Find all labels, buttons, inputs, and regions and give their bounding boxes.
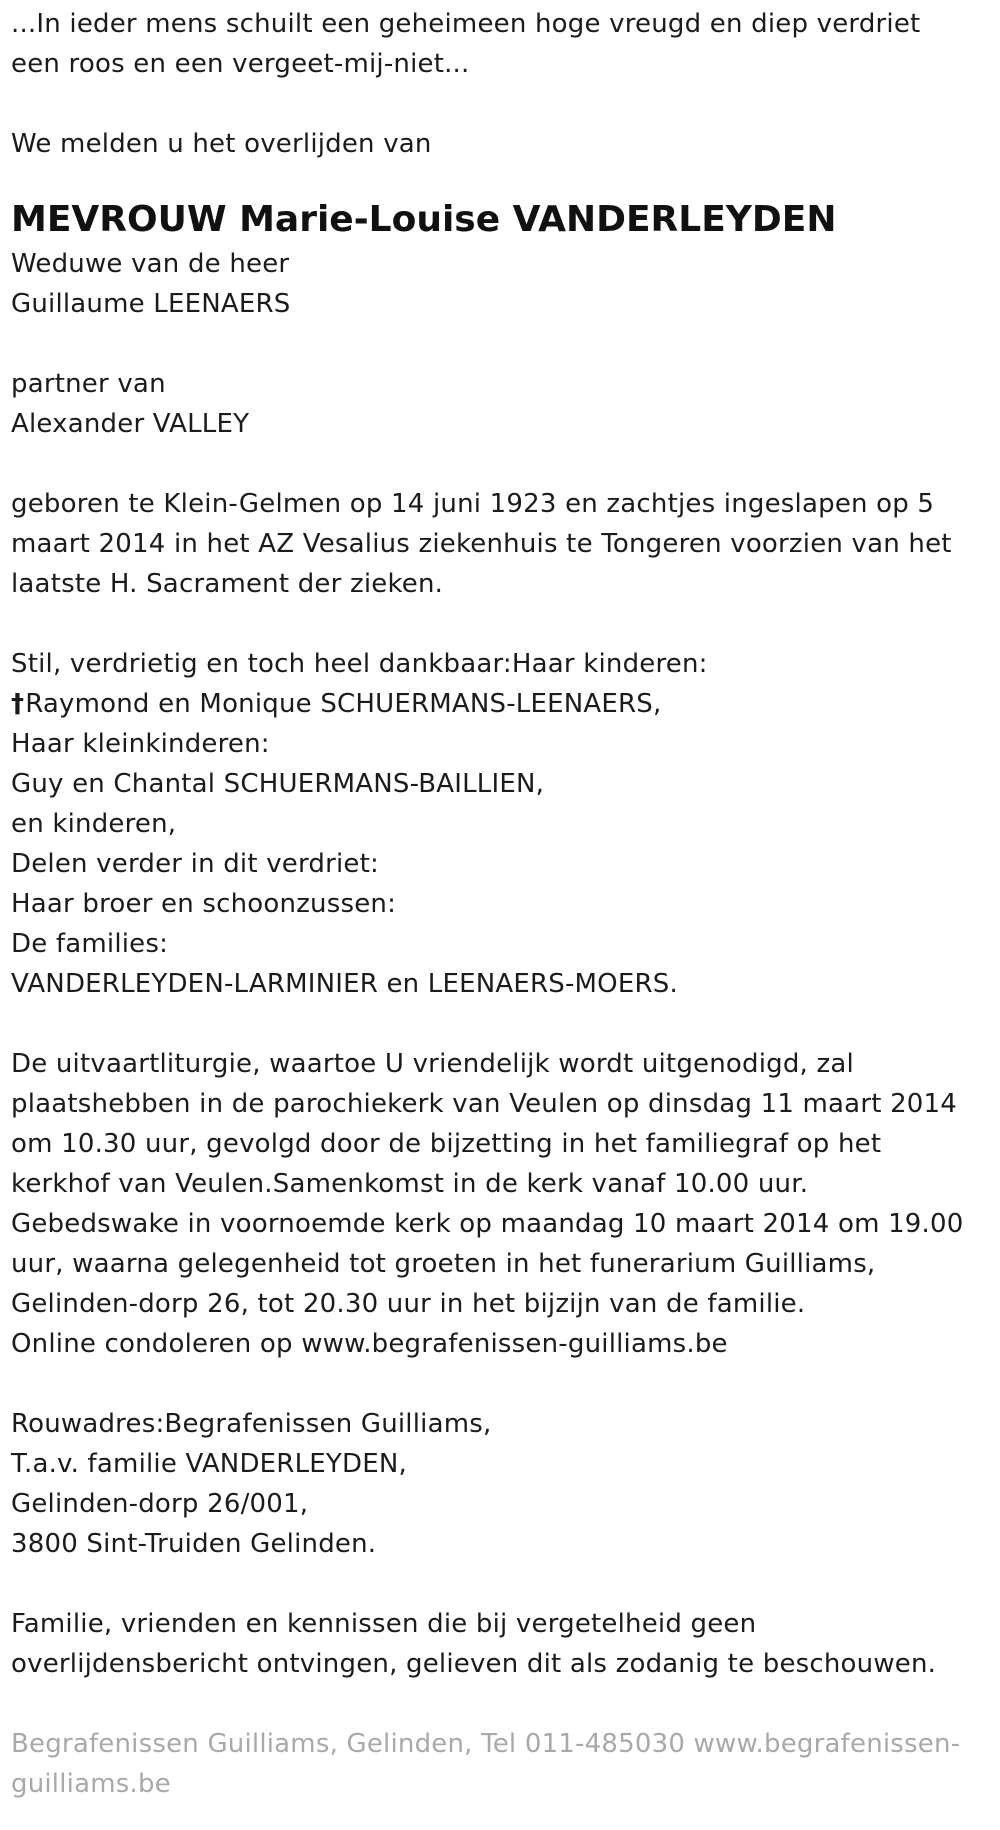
late-husband-name: Guillaume LEENAERS [11,289,291,319]
widow-line: Weduwe van de heer [11,249,290,279]
partner-name: Alexander VALLEY [11,409,250,439]
birth-death-line: geboren te Klein-Gelmen op 14 juni 1923 en zachtjes ingeslapen op 5 [11,489,935,519]
child-line [11,684,986,724]
latin-cross-icon: † [11,689,25,719]
closing-line: Familie, vrienden en kennissen die bij vergetelheid geen [11,1609,757,1639]
birth-death-details [11,484,986,604]
address-line: Rouwadres:Begrafenissen Guilliams, [11,1409,492,1439]
families-line: VANDERLEYDEN-LARMINIER en LEENAERS-MOERS. [11,969,678,999]
partner-section [11,364,986,444]
footer-line: guilliams.be [11,1769,171,1799]
family-intro: Stil, verdrietig en toch heel dankbaar:Haar kinderen: [11,649,708,679]
grandchildren-heading: Haar kleinkinderen: [11,729,270,759]
liturgy-line: kerkhof van Veulen.Samenkomst in de kerk vanaf 10.00 uur. [11,1169,809,1199]
address-line: Gelinden-dorp 26/001, [11,1489,309,1519]
grandchild-line: Guy en Chantal SCHUERMANS-BAILLIEN, [11,769,545,799]
birth-death-line: laatste H. Sacrament der zieken. [11,569,444,599]
families-heading: De families: [11,929,169,959]
deceased-name: MEVROUW Marie-Louise VANDERLEYDEN [11,199,837,240]
address-line: T.a.v. familie VANDERLEYDEN, [11,1449,407,1479]
liturgy-line: Gebedswake in voornoemde kerk op maandag 10 maart 2014 om 19.00 [11,1209,964,1239]
liturgy-line: plaatshebben in de parochiekerk van Veulen op dinsdag 11 maart 2014 [11,1089,958,1119]
mourning-address [11,1404,986,1564]
share-heading: Delen verder in dit verdriet: [11,849,379,879]
announcement-text: We melden u het overlijden van [11,129,432,159]
opening-verse-line: een roos en een vergeet-mij-niet... [11,49,470,79]
announcement [11,124,986,164]
closing-line: overlijdensbericht ontvingen, gelieven dit als zodanig te beschouwen. [11,1649,937,1679]
siblings-line: Haar broer en schoonzussen: [11,889,397,919]
liturgy-line: Gelinden-dorp 26, tot 20.30 uur in het bijzijn van de familie. [11,1289,806,1319]
funeral-home-footer [11,1724,986,1804]
opening-verse-line: ...In ieder mens schuilt een geheimeen hoge vreugd en diep verdriet [11,9,921,39]
grandchild-line: en kinderen, [11,809,177,839]
deceased-section [11,196,986,324]
birth-death-line: maart 2014 in het AZ Vesalius ziekenhuis te Tongeren voorzien van het [11,529,952,559]
obituary-notice [11,0,986,1804]
footer-line: Begrafenissen Guilliams, Gelinden, Tel 011-485030 www.begrafenissen- [11,1729,961,1759]
child-name: Raymond en Monique SCHUERMANS-LEENAERS, [25,689,662,719]
opening-verse [11,4,986,84]
liturgy-line: uur, waarna gelegenheid tot groeten in het funerarium Guilliams, [11,1249,876,1279]
partner-label: partner van [11,369,166,399]
liturgy-section [11,1044,986,1364]
condolence-link[interactable]: www.begrafenissen-guilliams.be [301,1329,728,1359]
address-line: 3800 Sint-Truiden Gelinden. [11,1529,377,1559]
family-section [11,644,986,1004]
closing-note [11,1604,986,1684]
liturgy-line: om 10.30 uur, gevolgd door de bijzetting in het familiegraf op het [11,1129,882,1159]
condolence-line [11,1324,986,1364]
liturgy-line: De uitvaartliturgie, waartoe U vriendelijk wordt uitgenodigd, zal [11,1049,854,1079]
condolence-prefix: Online condoleren op [11,1329,302,1359]
